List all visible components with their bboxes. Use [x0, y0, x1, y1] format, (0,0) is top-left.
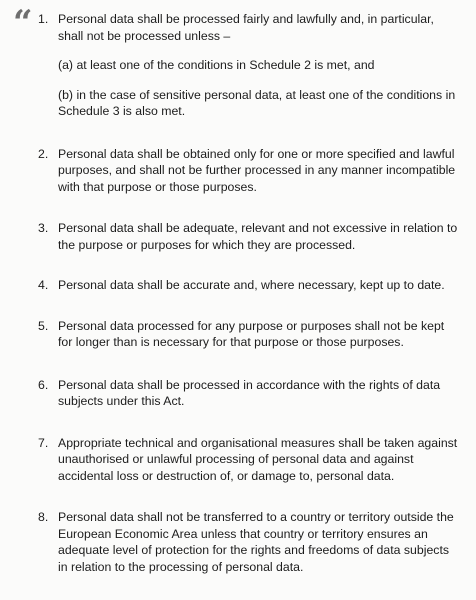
- principle-item: [38, 220, 458, 253]
- principle-subclause: (b) in the case of sensitive personal data, at least one of the conditions in Schedule 3 is also met.: [58, 87, 456, 118]
- principle-text: Personal data shall be adequate, relevant and not excessive in relation to the purpose or purposes for which they are processed.: [58, 221, 458, 252]
- principle-number: 8.: [38, 510, 49, 524]
- principle-number: 6.: [38, 377, 49, 392]
- principle-item: [38, 509, 458, 575]
- principle-item: [38, 318, 458, 351]
- principle-text: Personal data shall be processed in accordance with the rights of data subjects under this Act.: [58, 377, 441, 408]
- principle-text: Personal data shall be obtained only for one or more specified and lawful purposes, and shall not be further processed in any manner incompatible with that purpose or those purposes.: [58, 146, 456, 194]
- principle-text: Personal data shall be accurate and, where necessary, kept up to date.: [58, 278, 445, 292]
- principle-item: [38, 146, 458, 196]
- principle-number: 2.: [38, 146, 49, 161]
- principle-number: 4.: [38, 278, 49, 292]
- principle-text: Appropriate technical and organisational measures shall be taken against unauthorised or unlawful processing of personal data and against accidental loss or destruction of, or damage to, personal data.: [58, 435, 458, 483]
- principle-number: 5.: [38, 318, 49, 333]
- principles-list: [38, 11, 458, 575]
- principle-item: [38, 277, 458, 294]
- principle-item: [38, 435, 458, 485]
- principle-text: Personal data shall be processed fairly and lawfully and, in particular, shall not be processed unless –: [58, 12, 434, 43]
- quote-icon: “: [13, 3, 30, 43]
- principle-item: [38, 377, 458, 410]
- principle-number: 3.: [38, 221, 49, 235]
- principle-text: Personal data shall not be transferred to a country or territory outside the European Economic Area unless that country or territory ensures an adequate level of protection for the rights and freedoms of data subjects in relation to the processing of personal data.: [58, 510, 454, 574]
- principle-subclause: (a) at least one of the conditions in Schedule 2 is met, and: [58, 58, 375, 72]
- principle-number: 1.: [38, 12, 49, 26]
- principle-number: 7.: [38, 435, 49, 450]
- principle-text: Personal data processed for any purpose or purposes shall not be kept for longer than is necessary for that purpose or those purposes.: [58, 318, 445, 349]
- principle-item: [38, 11, 458, 120]
